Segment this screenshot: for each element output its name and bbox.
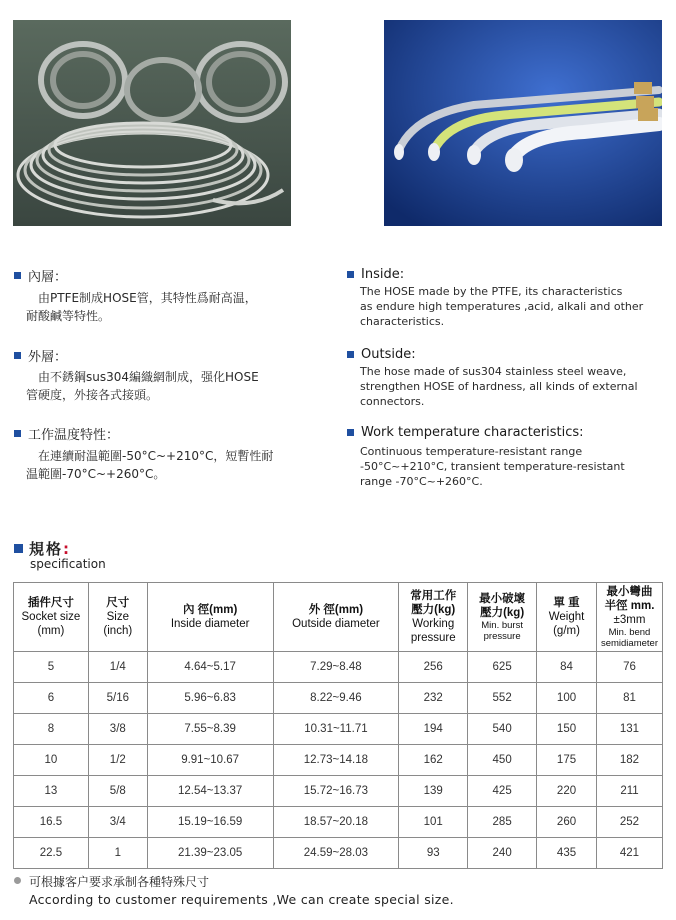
table-cell: 7.29~8.48 xyxy=(273,652,399,683)
section-heading-inner-zh: 內層： xyxy=(14,266,67,285)
table-cell: 7.55~8.39 xyxy=(147,714,273,745)
table-cell: 552 xyxy=(468,683,537,714)
table-cell: 450 xyxy=(468,745,537,776)
table-cell: 16.5 xyxy=(14,807,89,838)
table-cell: 162 xyxy=(399,745,468,776)
table-cell: 4.64~5.17 xyxy=(147,652,273,683)
table-cell: 101 xyxy=(399,807,468,838)
table-cell: 21.39~23.05 xyxy=(147,838,273,869)
header-inside-diameter: 內 徑(mm) Inside diameter xyxy=(147,583,273,652)
section-heading-temp-zh: 工作温度特性： xyxy=(14,424,119,443)
hose-assemblies-photo xyxy=(384,20,662,226)
header-working-pressure: 常用工作 壓力(kg) Working pressure xyxy=(399,583,468,652)
round-bullet-icon xyxy=(14,877,21,884)
table-cell: 150 xyxy=(537,714,597,745)
square-bullet-icon xyxy=(14,272,21,279)
table-cell: 9.91~10.67 xyxy=(147,745,273,776)
table-cell: 1/4 xyxy=(88,652,147,683)
section-heading-outer-en: Outside: xyxy=(347,347,416,362)
table-row xyxy=(14,838,663,869)
table-cell: 211 xyxy=(596,776,662,807)
header-burst-pressure: 最小破壞 壓力(kg) Min. burst pressure xyxy=(468,583,537,652)
table-cell: 81 xyxy=(596,683,662,714)
table-cell: 194 xyxy=(399,714,468,745)
table-cell: 76 xyxy=(596,652,662,683)
table-row xyxy=(14,714,663,745)
table-cell: 139 xyxy=(399,776,468,807)
table-cell: 240 xyxy=(468,838,537,869)
table-cell: 5/16 xyxy=(88,683,147,714)
table-cell: 256 xyxy=(399,652,468,683)
table-cell: 260 xyxy=(537,807,597,838)
note-english: According to customer requirements ,We can create special size. xyxy=(29,892,454,907)
square-bullet-icon xyxy=(347,429,354,436)
table-cell: 5/8 xyxy=(88,776,147,807)
square-bullet-icon xyxy=(347,271,354,278)
table-cell: 3/8 xyxy=(88,714,147,745)
table-cell: 18.57~20.18 xyxy=(273,807,399,838)
table-cell: 220 xyxy=(537,776,597,807)
table-cell: 131 xyxy=(596,714,662,745)
table-cell: 5.96~6.83 xyxy=(147,683,273,714)
table-row xyxy=(14,745,663,776)
table-row xyxy=(14,683,663,714)
spec-title: 規格 : xyxy=(14,538,71,559)
table-cell: 12.54~13.37 xyxy=(147,776,273,807)
note-chinese: 可根據客户要求承制各種特殊尺寸 xyxy=(29,875,210,889)
table-cell: 285 xyxy=(468,807,537,838)
table-cell: 1/2 xyxy=(88,745,147,776)
specification-table xyxy=(13,582,663,869)
square-bullet-icon xyxy=(14,430,21,437)
table-header-row xyxy=(14,583,663,652)
section-body-inner-zh: 由PTFE制成HOSE管，其特性爲耐高温， 耐酸鹹等特性。 xyxy=(26,291,257,323)
table-cell: 24.59~28.03 xyxy=(273,838,399,869)
square-bullet-icon xyxy=(347,351,354,358)
header-size: 尺寸 Size (inch) xyxy=(88,583,147,652)
header-bend-radius: 最小彎曲 半徑 mm. ±3mm Min. bend semidiameter xyxy=(596,583,662,652)
section-body-temp-zh: 在連續耐温範圍-50°C~+210°C，短暫性耐 温範圍-70°C~+260°C。 xyxy=(26,449,274,481)
table-cell: 1 xyxy=(88,838,147,869)
section-heading-inner-en: Inside: xyxy=(347,267,404,282)
header-outside-diameter: 外 徑(mm) Outside diameter xyxy=(273,583,399,652)
table-cell: 435 xyxy=(537,838,597,869)
coiled-hose-photo xyxy=(13,20,291,226)
table-cell: 100 xyxy=(537,683,597,714)
table-cell: 540 xyxy=(468,714,537,745)
table-cell: 3/4 xyxy=(88,807,147,838)
section-heading-outer-zh: 外層： xyxy=(14,346,67,365)
table-cell: 421 xyxy=(596,838,662,869)
table-row xyxy=(14,807,663,838)
section-body-outer-zh: 由不銹鋼sus304編織網制成，强化HOSE 管硬度，外接各式接頭。 xyxy=(26,370,259,402)
table-cell: 15.19~16.59 xyxy=(147,807,273,838)
table-cell: 6 xyxy=(14,683,89,714)
table-cell: 10.31~11.71 xyxy=(273,714,399,745)
table-cell: 252 xyxy=(596,807,662,838)
table-cell: 8 xyxy=(14,714,89,745)
table-cell: 175 xyxy=(537,745,597,776)
spec-subtitle: specification xyxy=(30,557,106,571)
table-cell: 8.22~9.46 xyxy=(273,683,399,714)
table-cell: 15.72~16.73 xyxy=(273,776,399,807)
table-cell: 232 xyxy=(399,683,468,714)
table-cell: 22.5 xyxy=(14,838,89,869)
table-cell: 84 xyxy=(537,652,597,683)
table-cell: 5 xyxy=(14,652,89,683)
table-row xyxy=(14,776,663,807)
table-cell: 182 xyxy=(596,745,662,776)
table-cell: 425 xyxy=(468,776,537,807)
table-cell: 625 xyxy=(468,652,537,683)
header-weight: 單 重 Weight (g/m) xyxy=(537,583,597,652)
table-cell: 93 xyxy=(399,838,468,869)
square-bullet-icon xyxy=(14,352,21,359)
table-cell: 10 xyxy=(14,745,89,776)
header-socket-size: 插件尺寸 Socket size (mm) xyxy=(14,583,89,652)
square-bullet-icon xyxy=(14,544,23,553)
section-heading-temp-en: Work temperature characteristics: xyxy=(347,425,584,440)
table-cell: 12.73~14.18 xyxy=(273,745,399,776)
table-row xyxy=(14,652,663,683)
section-body-temp-en: Continuous temperature-resistant range -50°C~+210°C, transient temperature-resistant range -70°C~+260°C. xyxy=(360,445,625,488)
section-body-inner-en: The HOSE made by the PTFE, its characteristics as endure high temperatures ,acid, alkali and other characteristics. xyxy=(360,285,644,328)
table-cell: 13 xyxy=(14,776,89,807)
section-body-outer-en: The hose made of sus304 stainless steel weave, strengthen HOSE of hardness, all kinds of external connectors. xyxy=(360,365,638,408)
